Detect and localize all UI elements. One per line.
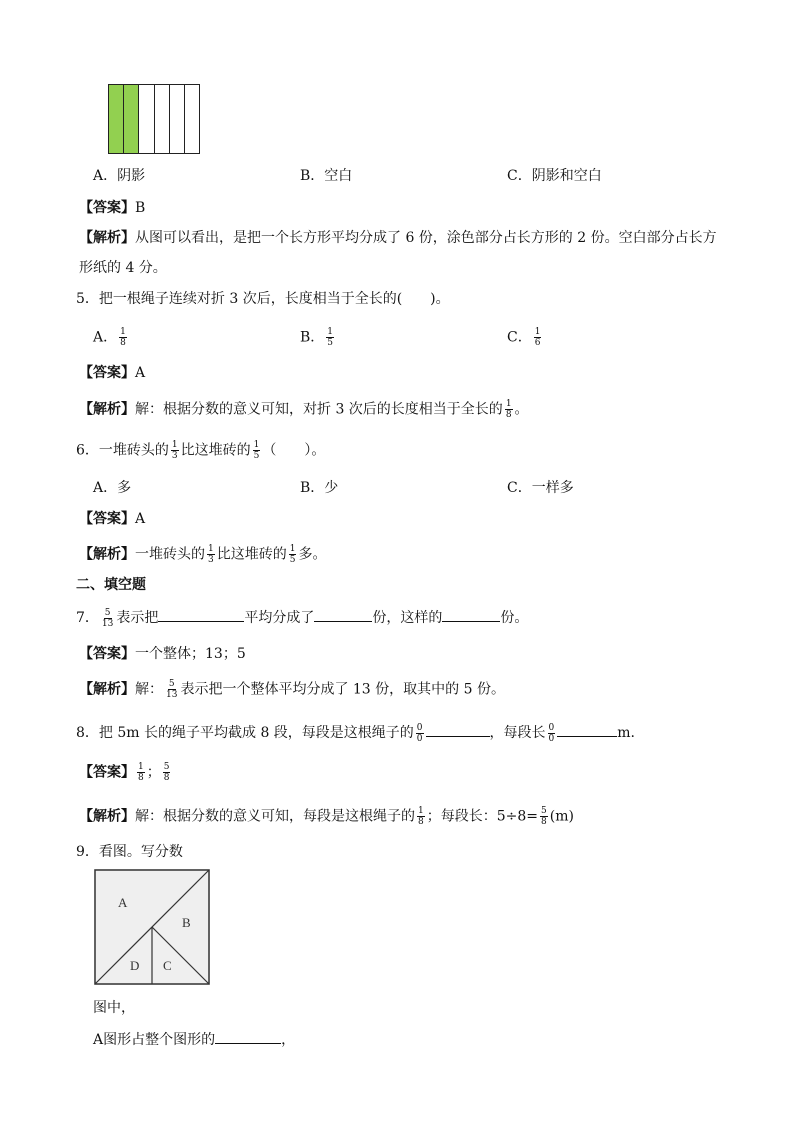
- fraction: [101, 608, 114, 629]
- option-label: B．: [300, 329, 325, 346]
- denominator: 8: [505, 410, 512, 420]
- analysis-tag: 【解析】: [79, 681, 135, 698]
- denominator: 0: [416, 733, 423, 744]
- shaded-part: [109, 85, 124, 153]
- denominator: 13: [166, 690, 178, 700]
- blank-part: [185, 85, 199, 153]
- analysis-text: 解：: [135, 681, 163, 698]
- fill-blank[interactable]: [215, 1029, 281, 1044]
- fraction: [417, 806, 425, 827]
- fraction: [505, 399, 513, 420]
- fill-blank[interactable]: [314, 607, 372, 622]
- option-label: A．: [93, 329, 118, 346]
- analysis-text: 一堆砖头的: [135, 546, 205, 563]
- numerator: 0: [416, 722, 423, 733]
- label-b: B: [182, 915, 191, 930]
- label-a: A: [118, 895, 128, 910]
- option-label: C．: [507, 329, 532, 346]
- q4-option-c: C．阴影和空白: [507, 168, 602, 184]
- numerator: 1: [138, 762, 144, 772]
- answer-value: A: [135, 511, 146, 527]
- answer-value: A: [135, 365, 146, 381]
- analysis-tag: 【解析】: [79, 546, 135, 563]
- numerator: 1: [505, 399, 512, 409]
- q5-option-b: [300, 327, 336, 348]
- fraction: [165, 679, 178, 700]
- denominator: 8: [418, 817, 424, 827]
- analysis-text: 解：根据分数的意义可知，对折 3 次后的长度相当于全长的: [135, 401, 503, 418]
- answer-value: B: [135, 200, 146, 216]
- label-c: C: [163, 958, 172, 973]
- numerator: 0: [548, 722, 555, 733]
- analysis-text: 解：根据分数的意义可知，每段是这根绳子的: [135, 808, 415, 825]
- q6-answer: [79, 509, 145, 529]
- q4-analysis-line2: 形纸的 4 分。: [79, 260, 167, 276]
- analysis-text: 比这堆砖的: [216, 546, 287, 563]
- section-title: 二、填空题: [76, 577, 146, 593]
- stem-text: 比这堆砖的: [180, 442, 251, 459]
- answer-tag: 【答案】: [79, 365, 135, 381]
- analysis-text: ；每段长：5÷8=: [426, 808, 539, 825]
- analysis-text: 从图可以看出，是把一个长方形平均分成了 6 份，涂色部分占长方形的 2 份。空白部分占长方: [135, 230, 717, 246]
- fraction: [163, 762, 171, 783]
- stem-text: （ ）。: [262, 442, 326, 459]
- fraction: [171, 440, 179, 461]
- q5-option-a: [93, 327, 129, 348]
- stem-text: 份。: [500, 610, 529, 626]
- fraction: [119, 327, 127, 348]
- q7-stem: [76, 607, 528, 629]
- numerator: 1: [418, 806, 424, 816]
- numerator: 1: [120, 327, 126, 337]
- q8-answer: [79, 762, 172, 783]
- tangram-figure: [94, 869, 210, 985]
- q7-analysis: [79, 679, 505, 700]
- answer-tag: 【答案】: [79, 200, 135, 216]
- label-d: D: [130, 958, 140, 973]
- q8-stem: [76, 722, 635, 744]
- q4-option-a: A．阴影: [93, 168, 146, 184]
- denominator: 0: [548, 733, 555, 744]
- answer-tag: 【答案】: [79, 646, 135, 662]
- fill-blank[interactable]: [426, 722, 490, 737]
- stem-text: ，: [281, 1032, 296, 1048]
- q8-analysis: [79, 806, 574, 827]
- blank-part: [170, 85, 185, 153]
- q6-option-a: A．多: [93, 480, 132, 496]
- denominator: 5: [253, 451, 260, 461]
- denominator: 8: [120, 338, 126, 348]
- fraction: [548, 723, 556, 744]
- analysis-tag: 【解析】: [79, 230, 135, 246]
- denominator: 8: [541, 817, 547, 827]
- fraction: [534, 327, 542, 348]
- q9-line2: [93, 1029, 295, 1050]
- answer-value: 一个整体；13；5: [135, 646, 246, 662]
- q9-line1: 图中，: [93, 1000, 135, 1016]
- numerator: 5: [168, 679, 175, 689]
- numerator: 1: [327, 327, 334, 337]
- numerator: 5: [163, 762, 170, 772]
- q6-option-c: C．一样多: [507, 480, 574, 496]
- q4-answer: [79, 198, 145, 218]
- numerator: 5: [104, 607, 111, 618]
- analysis-text: 多。: [298, 546, 327, 563]
- denominator: 3: [171, 451, 178, 461]
- numerator: 1: [171, 440, 178, 450]
- q5-option-c: [507, 327, 543, 348]
- q4-option-b: B．空白: [300, 168, 353, 184]
- q7-answer: [79, 644, 246, 664]
- stem-text: 6．一堆砖头的: [76, 442, 169, 459]
- fraction: [207, 544, 215, 565]
- stem-text: ，每段长: [489, 725, 546, 741]
- fill-blank[interactable]: [158, 607, 244, 622]
- q4-analysis-line1: [79, 228, 717, 248]
- numerator: 1: [208, 544, 214, 554]
- stem-text: 8．把 5m 长的绳子平均截成 8 段，每段是这根绳子的: [76, 725, 414, 741]
- analysis-end: 。: [514, 401, 529, 418]
- answer-tag: 【答案】: [79, 764, 135, 781]
- fraction: [253, 440, 261, 461]
- fraction: [137, 762, 145, 783]
- rectangle-figure: [108, 84, 200, 154]
- shaded-part: [124, 85, 139, 153]
- denominator: 6: [534, 338, 541, 348]
- stem-text: 平均分成了: [244, 610, 315, 626]
- numerator: 1: [253, 440, 260, 450]
- stem-text: m.: [617, 725, 635, 741]
- fraction: [416, 723, 424, 744]
- q6-analysis: [79, 544, 326, 565]
- blank-part: [139, 85, 154, 153]
- analysis-tag: 【解析】: [79, 808, 135, 825]
- denominator: 5: [327, 338, 334, 348]
- denominator: 13: [101, 618, 114, 629]
- denominator: 8: [163, 773, 170, 783]
- q5-stem: 5．把一根绳子连续对折 3 次后，长度相当于全长的( )。: [76, 291, 450, 307]
- fraction: [326, 327, 334, 348]
- numerator: 5: [541, 806, 547, 816]
- fraction: [289, 544, 297, 565]
- q5-answer: [79, 363, 145, 383]
- tangram-lines: [94, 869, 210, 985]
- q6-stem: [76, 440, 325, 461]
- stem-text: 份，这样的: [372, 610, 443, 626]
- numerator: 1: [534, 327, 541, 337]
- stem-text: A图形占整个图形的: [93, 1032, 216, 1048]
- fill-blank[interactable]: [557, 722, 617, 737]
- analysis-text: 表示把一个整体平均分成了 13 份，取其中的 5 份。: [180, 681, 505, 698]
- separator: ；: [146, 764, 161, 781]
- stem-text: 表示把: [116, 610, 159, 626]
- q9-stem: 9．看图。写分数: [76, 844, 183, 860]
- fraction: [540, 806, 548, 827]
- question-number: 7．: [76, 610, 99, 626]
- denominator: 3: [208, 555, 214, 565]
- denominator: 8: [138, 773, 144, 783]
- analysis-tag: 【解析】: [79, 401, 135, 418]
- denominator: 5: [289, 555, 296, 565]
- fill-blank[interactable]: [442, 607, 500, 622]
- answer-tag: 【答案】: [79, 511, 135, 527]
- numerator: 1: [289, 544, 296, 554]
- analysis-text: (m): [549, 808, 574, 825]
- q5-analysis: [79, 399, 529, 420]
- q6-option-b: B．少: [300, 480, 339, 496]
- blank-part: [155, 85, 170, 153]
